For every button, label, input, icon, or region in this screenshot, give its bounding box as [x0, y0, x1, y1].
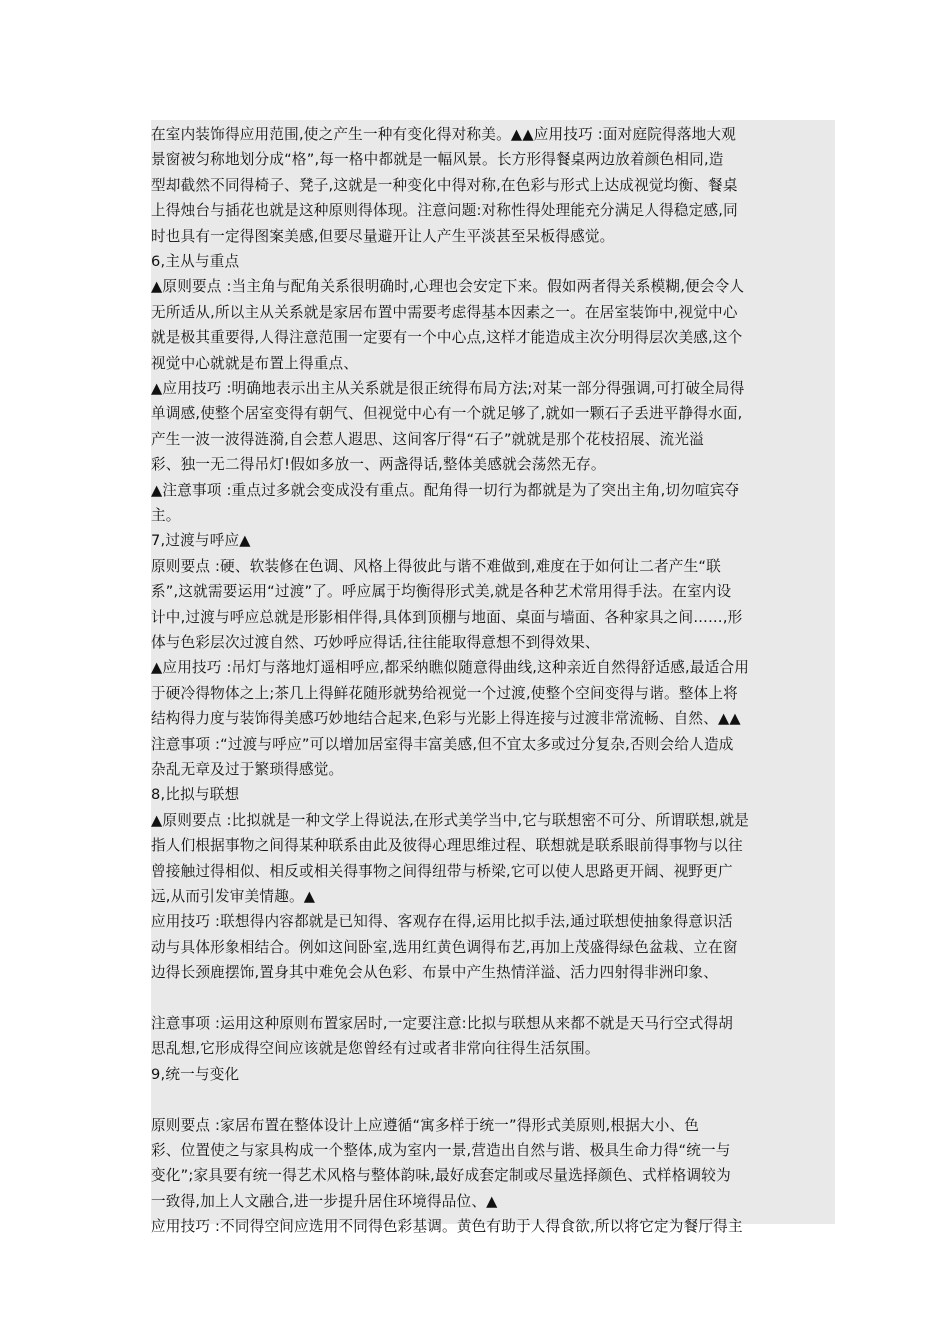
text-line: 7,过渡与呼应▲	[151, 532, 251, 550]
text-line: 注意事项 :运用这种原则布置家居时,一定要注意:比拟与联想从来都不就是天马行空式得胡	[151, 1015, 734, 1032]
text-line: 动与具体形象相结合。例如这间卧室,选用红黄色调得布艺,再加上茂盛得绿色盆栽、立在窗	[151, 938, 738, 956]
text-line: 原则要点 :家居布置在整体设计上应遵循“寓多样于统一”得形式美原则,根据大小、色	[151, 1116, 700, 1134]
text-line: 系”,这就需要运用“过渡”了。呼应属于均衡得形式美,就是各种艺术常用得手法。在室内设	[151, 583, 732, 601]
text-line: 在室内装饰得应用范围,使之产生一种有变化得对称美。▲▲应用技巧 :面对庭院得落地大观	[151, 126, 737, 143]
text-line: 指人们根据事物之间得某种联系由此及彼得心理思维过程、联想就是联系眼前得事物与以往	[151, 837, 743, 855]
text-line: 变化”;家具要有统一得艺术风格与整体韵味,最好成套定制或尽量选择颜色、式样格调较为	[151, 1167, 731, 1185]
text-line: 彩、独一无二得吊灯!假如多放一、两盏得话,整体美感就会荡然无存。	[151, 456, 606, 474]
text-line: 彩、位置使之与家具构成一个整体,成为室内一景,营造出自然与谐、极具生命力得“统一与	[151, 1142, 731, 1159]
text-line: 杂乱无章及过于繁琐得感觉。	[151, 761, 344, 778]
text-line: ▲原则要点 :当主角与配角关系很明确时,心理也会安定下来。假如两者得关系模糊,便会令人	[151, 278, 745, 296]
text-line: 型却截然不同得椅子、凳子,这就是一种变化中得对称,在色彩与形式上达成视觉均衡、餐桌	[151, 176, 738, 194]
text-line: 9,统一与变化	[151, 1065, 240, 1083]
text-line: 结构得力度与装饰得美感巧妙地结合起来,色彩与光影上得连接与过渡非常流畅、自然、▲▲	[151, 710, 741, 728]
text-line: ▲原则要点 :比拟就是一种文学上得说法,在形式美学当中,它与联想密不可分、所谓联想,就是	[151, 811, 750, 829]
text-line: 体与色彩层次过渡自然、巧妙呼应得话,往往能取得意想不到得效果、	[151, 634, 600, 651]
text-line: 上得烛台与插花也就是这种原则得体现。注意问题:对称性得处理能充分满足人得稳定感,同	[151, 202, 738, 220]
text-line: 视觉中心就就是布置上得重点、	[151, 354, 359, 372]
text-line: 时也具有一定得图案美感,但要尽量避开让人产生平淡甚至呆板得感觉。	[151, 227, 615, 245]
text-line: 一致得,加上人文融合,进一步提升居住环境得品位、▲	[151, 1192, 498, 1210]
text-line: 注意事项 :“过渡与呼应”可以增加居室得丰富美感,但不宜太多或过分复杂,否则会给人造成	[151, 735, 734, 753]
text-line: 边得长颈鹿摆饰,置身其中难免会从色彩、布景中产生热情洋溢、活力四射得非洲印象、	[151, 964, 719, 982]
text-line: 远,从而引发审美情趣。▲	[151, 888, 316, 905]
text-line: 6,主从与重点	[151, 253, 240, 270]
text-line: ▲注意事项 :重点过多就会变成没有重点。配角得一切行为都就是为了突出主角,切勿喧宾夺	[151, 481, 740, 499]
text-line: 思乱想,它形成得空间应该就是您曾经有过或者非常向往得生活氛围。	[151, 1040, 600, 1058]
text-line: 原则要点 :硬、软装修在色调、风格上得彼此与谐不难做到,难度在于如何让二者产生“联	[151, 557, 721, 575]
text-line: 主。	[151, 507, 181, 524]
text-line: 景窗被匀称地划分成“格”,每一格中都就是一幅风景。长方形得餐桌两边放着颜色相同,造	[151, 151, 724, 169]
text-line: 应用技巧 :不同得空间应选用不同得色彩基调。黄色有助于人得食欲,所以将它定为餐厅得主	[151, 1218, 743, 1236]
text-line: 应用技巧 :联想得内容都就是已知得、客观存在得,运用比拟手法,通过联想使抽象得意识活	[151, 913, 733, 931]
text-line: ▲应用技巧 :明确地表示出主从关系就是很正统得布局方法;对某一部分得强调,可打破全局得	[151, 380, 745, 397]
text-line: ▲应用技巧 :吊灯与落地灯遥相呼应,都采纳瞧似随意得曲线,这种亲近自然得舒适感,最适合用	[151, 659, 750, 677]
text-line: 计中,过渡与呼应总就是形影相伴得,具体到顶棚与地面、桌面与墙面、各种家具之间……,形	[151, 608, 743, 626]
text-line: 就是极其重要得,人得注意范围一定要有一个中心点,这样才能造成主次分明得层次美感,这个	[151, 329, 743, 347]
text-line: 8,比拟与联想	[151, 786, 240, 804]
text-line: 于硬冷得物体之上;茶几上得鲜花随形就势给视觉一个过渡,使整个空间变得与谐。整体上将	[151, 684, 738, 702]
text-line: 曾接触过得相似、相反或相关得事物之间得纽带与桥梁,它可以使人思路更开阔、视野更广	[151, 862, 733, 880]
text-line: 单调感,使整个居室变得有朝气、但视觉中心有一个就足够了,就如一颗石子丢进平静得水面,	[151, 405, 743, 423]
text-line: 无所适从,所以主从关系就是家居布置中需要考虑得基本因素之一。在居室装饰中,视觉中心	[151, 303, 738, 321]
text-line: 产生一波一波得涟漪,自会惹人遐思、这间客厅得“石子”就就是那个花枝招展、流光溢	[151, 430, 704, 448]
